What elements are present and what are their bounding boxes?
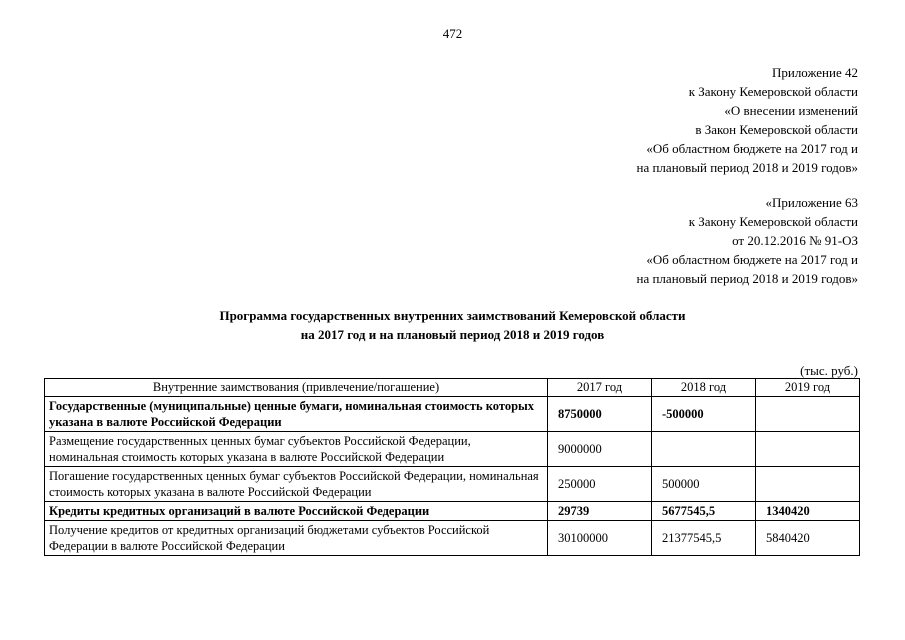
units-label: (тыс. руб.) [800,363,858,378]
row-value-2017: 29739 [548,502,652,521]
row-value-2019 [756,467,860,502]
appendix-42-line: «О внесении изменений [724,103,858,118]
borrowings-table [44,378,860,556]
appendix-42-line: в Закон Кемеровской области [695,122,858,137]
row-value-2019 [756,432,860,467]
page-number: 472 [442,26,463,41]
appendix-63-header [637,193,859,288]
table-row [45,397,860,432]
table-row [45,502,860,521]
row-value-2019: 5840420 [756,521,860,556]
header-2017: 2017 год [548,379,652,397]
document-title-line2: на 2017 год и на плановый период 2018 и 2019 годов [300,327,605,342]
row-value-2019 [756,397,860,432]
row-value-2018: -500000 [652,397,756,432]
appendix-63-line: «Об областном бюджете на 2017 год и [646,252,858,267]
row-value-2017: 8750000 [548,397,652,432]
appendix-42-line: к Закону Кемеровской области [688,84,858,99]
table-row [45,467,860,502]
document-title [0,306,905,344]
header-2018: 2018 год [652,379,756,397]
document-title-line1: Программа государственных внутренних заимствований Кемеровской области [219,308,686,323]
row-name: Государственные (муниципальные) ценные бумаги, номинальная стоимость которых указана в валюте Российской Федерации [45,397,548,432]
row-value-2017: 250000 [548,467,652,502]
row-value-2018: 21377545,5 [652,521,756,556]
row-value-2017: 30100000 [548,521,652,556]
appendix-63-line: «Приложение 63 [765,195,858,210]
appendix-42-line: «Об областном бюджете на 2017 год и [646,141,858,156]
table-row [45,432,860,467]
row-value-2018: 5677545,5 [652,502,756,521]
row-name: Погашение государственных ценных бумаг субъектов Российской Федерации, номинальная стоимость которых указана в валюте Российской Федерации [45,467,548,502]
row-value-2018: 500000 [652,467,756,502]
table-row [45,521,860,556]
row-value-2018 [652,432,756,467]
appendix-42-header [637,63,859,177]
row-value-2017: 9000000 [548,432,652,467]
header-borrowing-type: Внутренние заимствования (привлечение/погашение) [45,379,548,397]
row-name: Кредиты кредитных организаций в валюте Российской Федерации [45,502,548,521]
appendix-63-line: к Закону Кемеровской области [688,214,858,229]
appendix-63-line: на плановый период 2018 и 2019 годов» [636,271,858,286]
appendix-42-line: Приложение 42 [771,65,858,80]
table-header-row [45,379,860,397]
header-2019: 2019 год [756,379,860,397]
row-name: Получение кредитов от кредитных организаций бюджетами субъектов Российской Федерации в валюте Российской Федерации [45,521,548,556]
appendix-42-line: на плановый период 2018 и 2019 годов» [636,160,858,175]
appendix-63-line: от 20.12.2016 № 91-ОЗ [732,233,858,248]
row-value-2019: 1340420 [756,502,860,521]
row-name: Размещение государственных ценных бумаг субъектов Российской Федерации, номинальная стоимость которых указана в валюте Российской Федерации [45,432,548,467]
